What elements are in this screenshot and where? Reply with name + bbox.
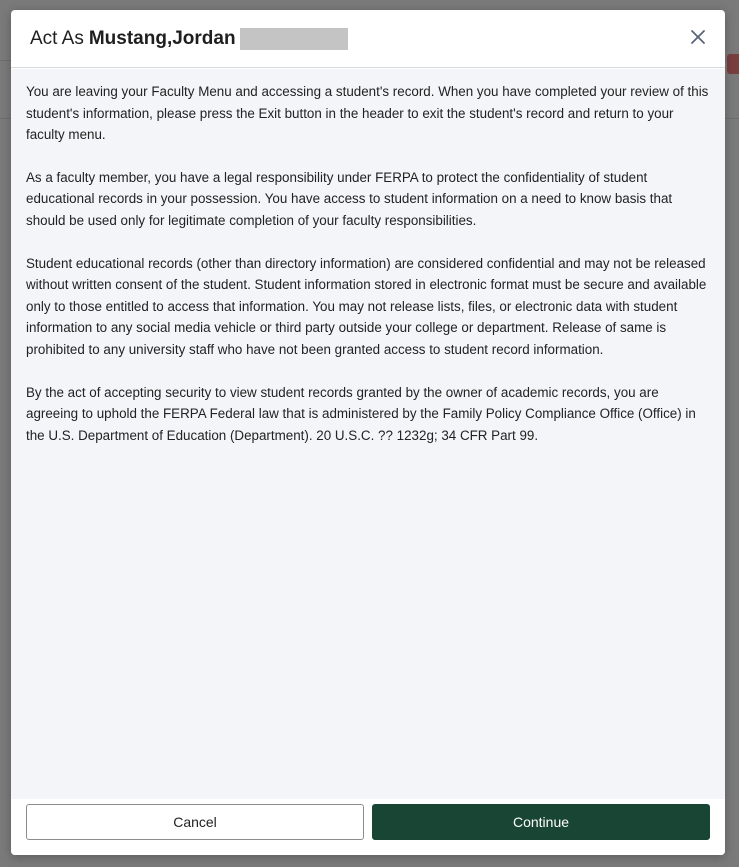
background-badge [727, 54, 739, 74]
continue-button[interactable]: Continue [372, 804, 710, 840]
dialog-body [11, 69, 725, 799]
notice-paragraph-leaving: You are leaving your Faculty Menu and accessing a student's record. When you have completed your review of this student's information, please press the Exit button in the header to exit the student's record and return to your faculty menu. [26, 84, 709, 143]
redacted-student-id [240, 28, 348, 50]
title-prefix: Act As [30, 27, 84, 49]
dialog-header [11, 10, 725, 68]
notice-paragraph-ferpa-law: By the act of accepting security to view student records granted by the owner of academic records, you are agreeing to uphold the FERPA Federal law that is administered by the Family Policy Compliance Office (Office) in the U.S. Department of Education (Department). 20 U.S.C. ?? 1232g; 34 CFR Part 99. [26, 384, 696, 443]
notice-paragraph-ferpa-responsibility: As a faculty member, you have a legal responsibility under FERPA to protect the confidentiality of student educational records in your possession. You have access to student information on a need to know basis that should be used only for legitimate completion of your faculty responsibilities. [26, 169, 673, 228]
close-icon [689, 28, 707, 46]
cancel-button[interactable]: Cancel [26, 804, 364, 840]
dialog-footer [11, 799, 725, 855]
student-name: Mustang,Jordan [88, 27, 236, 49]
close-button[interactable] [689, 28, 707, 46]
notice-paragraph-confidential-records: Student educational records (other than directory information) are considered confidential and may not be released without written consent of the student. Student information stored in electronic format must be secure and available only to those entitled to access that information. You may not release lists, files, or electronic data with student information to any social media vehicle or third party outside your college or department. Release of same is prohibited to any university staff who have not been granted access to student record information. [26, 255, 707, 357]
act-as-dialog [11, 10, 725, 855]
dialog-title [30, 28, 348, 50]
